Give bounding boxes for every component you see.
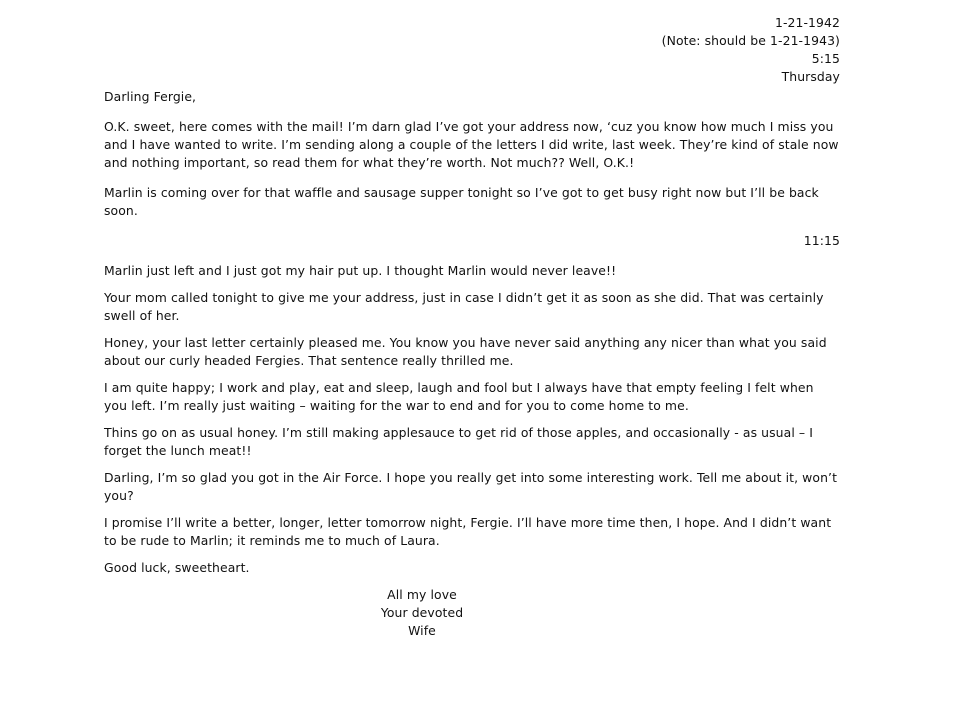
paragraph: Your mom called tonight to give me your address, just in case I didn’t get it as soon as she did. That was certainly swell of her. <box>104 290 824 323</box>
letter-page <box>104 14 840 640</box>
paragraph: I am quite happy; I work and play, eat and sleep, laugh and fool but I always have that empty feeling I felt when you left. I’m really just waiting – waiting for the war to end and for you to come home to me. <box>104 380 814 413</box>
letter-header <box>104 14 840 86</box>
letter-day: Thursday <box>781 69 840 84</box>
closing-line: All my love <box>387 587 457 602</box>
paragraph: Thins go on as usual honey. I’m still making applesauce to get rid of those apples, and occasionally - as usual – I forget the lunch meat!! <box>104 425 813 458</box>
second-time-mark: 11:15 <box>803 233 840 248</box>
paragraph: O.K. sweet, here comes with the mail! I’m darn glad I’ve got your address now, ‘cuz you know how much I miss you and I have wanted to write. I’m sending along a couple of the letters I did write, last week. They’re kind of stale now and nothing important, so read them for what they’re worth. Not much?? Well, O.K.! <box>104 119 839 170</box>
paragraph: Darling, I’m so glad you got in the Air Force. I hope you really get into some interesting work. Tell me about it, won’t you? <box>104 470 838 503</box>
signature: Wife <box>408 623 436 638</box>
letter-time: 5:15 <box>811 51 840 66</box>
letter-date: 1-21-1942 <box>774 15 840 30</box>
paragraph: I promise I’ll write a better, longer, letter tomorrow night, Fergie. I’ll have more time then, I hope. And I didn’t want to be rude to Marlin; it reminds me to much of Laura. <box>104 515 832 548</box>
letter-closing <box>104 586 840 640</box>
salutation: Darling Fergie, <box>104 89 197 104</box>
paragraph: Honey, your last letter certainly pleased me. You know you have never said anything any nicer than what you said about our curly headed Fergies. That sentence really thrilled me. <box>104 335 827 368</box>
paragraph: Marlin is coming over for that waffle and sausage supper tonight so I’ve got to get busy right now but I’ll be back soon. <box>104 185 819 218</box>
date-note: (Note: should be 1-21-1943) <box>661 33 840 48</box>
paragraph: Good luck, sweetheart. <box>104 560 250 575</box>
paragraph: Marlin just left and I just got my hair put up. I thought Marlin would never leave!! <box>104 263 617 278</box>
closing-line: Your devoted <box>380 605 464 620</box>
